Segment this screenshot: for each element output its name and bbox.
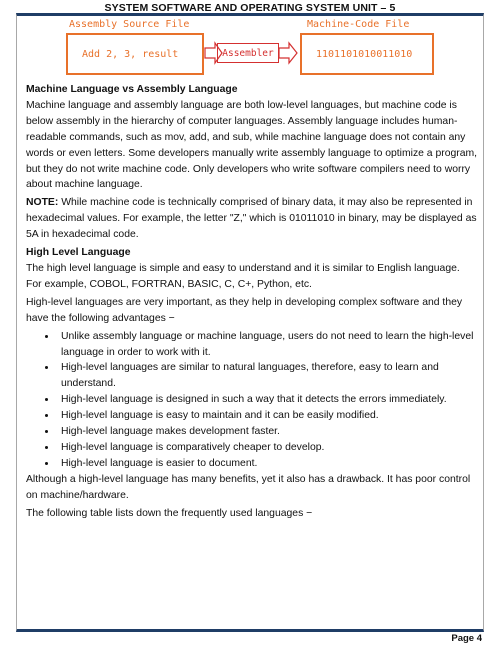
section-heading-high-level: High Level Language (26, 247, 131, 259)
machine-code-label: Machine-Code File (307, 19, 410, 30)
page-content (26, 82, 478, 521)
assembler-label: Assembler (222, 47, 274, 59)
list-item: • High-level language is designed in such a way that it detects the errors immediately. (57, 392, 478, 408)
source-file-box (66, 33, 204, 75)
list-item: • High-level languages are similar to natural languages, therefore, easy to learn and understand. (57, 360, 478, 392)
paragraph-high-level-advantages: High-level languages are very important, as they help in developing complex software and they have the following advantages − (26, 296, 463, 324)
advantages-list (26, 329, 478, 472)
list-item: • High-level language is easier to document. (57, 456, 478, 472)
list-item: • High-level language is easy to maintain and it can be easily modified. (57, 408, 478, 424)
source-file-text: Add 2, 3, result (82, 48, 179, 60)
note-label: NOTE: (26, 197, 59, 209)
arrow-right-head (279, 43, 297, 63)
paragraph-machine-vs-assembly: Machine language and assembly language are both low-level languages, but machine code is below assembly in the hierarchy of computer languages. Assembly language includes human-readable commands, such as mov, add, and sub, while machine language does not contain any words or even letters. Some developers manually write assembly language to optimize a program, but they do not write machine code. Only developers who write software compilers need to worry about machine language. (26, 99, 478, 191)
assembly-diagram (0, 0, 500, 90)
assembler-box (217, 43, 279, 63)
page-number: Page 4 (451, 633, 482, 644)
note-text: While machine code is technically comprised of binary data, it may also be represented in hexadecimal values. For example, the letter "Z," which is 01011010 in binary, may be displayed as 5A in hexadecimal code. (26, 197, 477, 241)
source-file-label: Assembly Source File (69, 19, 190, 30)
note-paragraph (26, 195, 478, 243)
list-item: • High-level language makes development faster. (57, 424, 478, 440)
paragraph-table-intro: The following table lists down the frequently used languages − (26, 507, 313, 519)
paragraph-high-level-intro: The high level language is simple and easy to understand and it is similar to English language. For example, COBOL, FORTRAN, BASIC, C, C+, Python, etc. (26, 262, 460, 290)
machine-code-box (300, 33, 434, 75)
list-item: • High-level language is comparatively cheaper to develop. (57, 440, 478, 456)
section-heading-machine-vs-assembly: Machine Language vs Assembly Language (26, 84, 238, 95)
machine-code-text: 1101101010011010 (316, 48, 413, 60)
paragraph-drawback: Although a high-level language has many benefits, yet it also has a drawback. It has poor control on machine/hardware. (26, 473, 471, 501)
list-item: • Unlike assembly language or machine language, users do not need to learn the high-level language in order to work with it. (57, 329, 478, 361)
page-header: SYSTEM SOFTWARE AND OPERATING SYSTEM UNIT – 5 (104, 2, 396, 14)
